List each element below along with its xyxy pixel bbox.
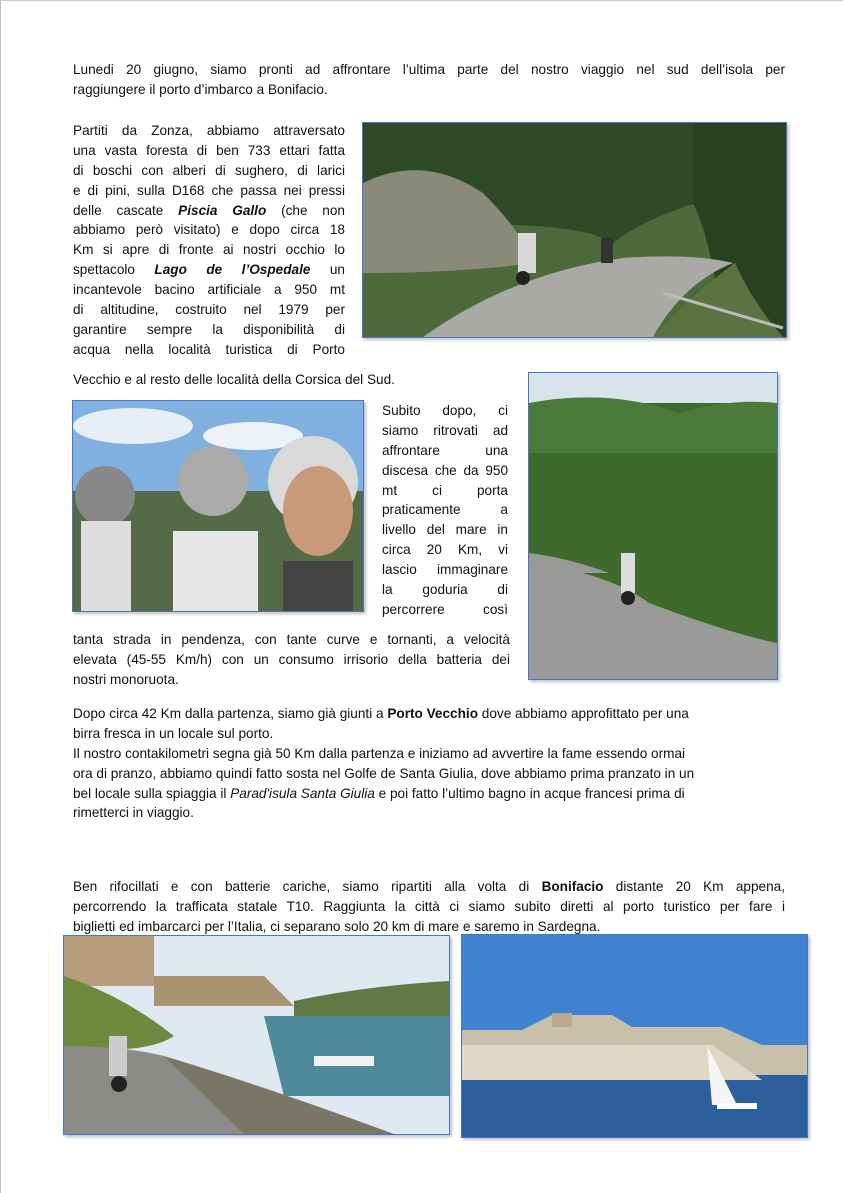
text-line: [73, 300, 345, 320]
text-line: [73, 764, 785, 784]
text-run: di boschi con alberi di sughero, di larici: [73, 162, 345, 178]
text-run: abbiamo però visitato) e dopo circa 18: [73, 222, 345, 238]
text-run: percorrere così: [382, 601, 508, 617]
text-run: e poi fatto l’ultimo bagno in acque francesi prima di: [374, 785, 685, 801]
text-run: siamo ritrovati ad: [382, 422, 508, 438]
text-line: [73, 80, 785, 100]
text-run: nostri monoruota.: [73, 671, 179, 687]
text-line: [73, 161, 345, 181]
text-run: Km si apre di fronte ai nostri occhio lo: [73, 242, 345, 258]
text-run: biglietti ed imbarcarci per l’Italia, ci separano solo 20 km di mare e saremo in Sardegna.: [73, 918, 601, 934]
text-line: [73, 784, 785, 804]
emphasized-text: Piscia Gallo: [178, 202, 267, 218]
text-line: [73, 370, 513, 390]
text-run: praticamente a: [382, 502, 508, 518]
text-run: di altitudine, costruito nel 1979 per: [73, 302, 345, 318]
text-run: Lunedi 20 giugno, siamo pronti ad affrontare l’ultima parte del nostro viaggio nel sud dell’isola per: [73, 62, 785, 77]
text-line: [382, 600, 508, 620]
text-line: [73, 650, 510, 670]
text-line: [382, 421, 508, 441]
text-run: Ben rifocillati e con batterie cariche, siamo ripartiti alla volta di: [73, 879, 542, 894]
text-run: acqua nella località turistica di Porto: [73, 341, 345, 357]
text-run: percorrendo la trafficata statale T10. Raggiunta la città ci siamo subito diretti al porto turistico per fare i: [73, 898, 785, 914]
text-line: [73, 201, 345, 221]
paragraph-porto-vecchio: [73, 704, 785, 823]
text-line: [382, 441, 508, 461]
paragraph-intro: [73, 60, 785, 100]
text-run: rimetterci in viaggio.: [73, 805, 194, 821]
text-run: discesa che da 950: [382, 462, 508, 478]
text-run: garantire sempre la disponibilità di: [73, 321, 345, 337]
text-run: lascio immaginare: [382, 562, 508, 578]
text-line: [382, 461, 508, 481]
emphasized-text: Lago de l’Ospedale: [154, 262, 311, 278]
emphasized-text: Porto Vecchio: [387, 706, 478, 721]
text-run: un: [310, 262, 345, 278]
text-run: tanta strada in pendenza, con tante curve e tornanti, a velocità: [73, 632, 510, 647]
text-run: Il nostro contakilometri segna già 50 Km dalla partenza e iniziamo ad avvertire la fame essendo ormai: [73, 745, 686, 761]
text-run: affrontare una: [382, 442, 508, 458]
text-line: [73, 340, 345, 360]
text-run: dove abbiamo approfittato per una: [478, 706, 689, 721]
text-line: [73, 877, 785, 897]
text-run: Partiti da Zonza, abbiamo attraversato: [73, 123, 345, 138]
text-run: livello del mare in: [382, 522, 508, 538]
text-run: spettacolo: [73, 262, 155, 278]
text-run: mt ci porta: [382, 482, 508, 498]
text-line: [382, 520, 508, 540]
text-run: bel locale sulla spiaggia il: [73, 785, 231, 801]
paragraph-bonifacio: [73, 877, 785, 937]
photo-bonifacio-harbour: [63, 935, 450, 1135]
text-run: distante 20 Km appena,: [603, 879, 785, 894]
text-run: raggiungere il porto d’imbarco a Bonifacio.: [73, 81, 328, 97]
emphasized-text: Parad'isula Santa Giulia: [230, 785, 375, 801]
text-run: incantevole bacino artificiale a 950 mt: [73, 282, 345, 298]
text-run: e di pini, sulla D168 che passa nei pressi: [73, 182, 345, 198]
text-line: [73, 897, 785, 917]
text-run: birra fresca in un locale sul porto.: [73, 725, 274, 741]
text-run: la goduria di: [382, 582, 508, 598]
text-run: Vecchio e al resto delle località della Corsica del Sud.: [73, 372, 395, 387]
text-line: [73, 60, 785, 80]
text-line: [382, 540, 508, 560]
text-run: (che non: [266, 202, 345, 218]
text-run: delle cascate: [73, 202, 179, 218]
text-line: [382, 560, 508, 580]
text-line: [382, 401, 508, 421]
text-line: [73, 803, 785, 823]
text-line: [73, 260, 345, 280]
text-run: una vasta foresta di ben 733 ettari fatta: [73, 142, 345, 158]
text-line: [73, 630, 510, 650]
text-line: [73, 320, 345, 340]
text-run: ora di pranzo, abbiamo quindi fatto sosta nel Golfe de Santa Giulia, dove abbiamo prima pranzato in un: [73, 765, 695, 781]
text-line: [382, 481, 508, 501]
text-line: [73, 724, 785, 744]
text-line: [73, 670, 510, 690]
text-run: elevata (45-55 Km/h) con un consumo irrisorio della batteria dei: [73, 651, 510, 667]
text-run: Subito dopo, ci: [382, 403, 508, 418]
text-line: [73, 181, 345, 201]
text-line: [73, 280, 345, 300]
text-line: [73, 240, 345, 260]
text-line: [382, 580, 508, 600]
paragraph-descent: [382, 401, 508, 620]
paragraph-zonza: [73, 121, 345, 360]
photo-bonifacio-cliffs: [461, 934, 808, 1138]
text-run: circa 20 Km, vi: [382, 542, 508, 558]
text-line: [73, 704, 785, 724]
text-run: Dopo circa 42 Km dalla partenza, siamo già giunti a: [73, 706, 388, 721]
text-line: [73, 220, 345, 240]
text-line: [73, 744, 785, 764]
paragraph-zonza-end: [73, 370, 513, 390]
photo-selfie-riders: [72, 400, 364, 612]
emphasized-text: Bonifacio: [541, 879, 604, 894]
photo-descent-road: [528, 372, 778, 680]
photo-mountain-road: [362, 122, 787, 338]
paragraph-descent-end: [73, 630, 510, 690]
text-line: [382, 500, 508, 520]
text-line: [73, 141, 345, 161]
text-line: [73, 121, 345, 141]
